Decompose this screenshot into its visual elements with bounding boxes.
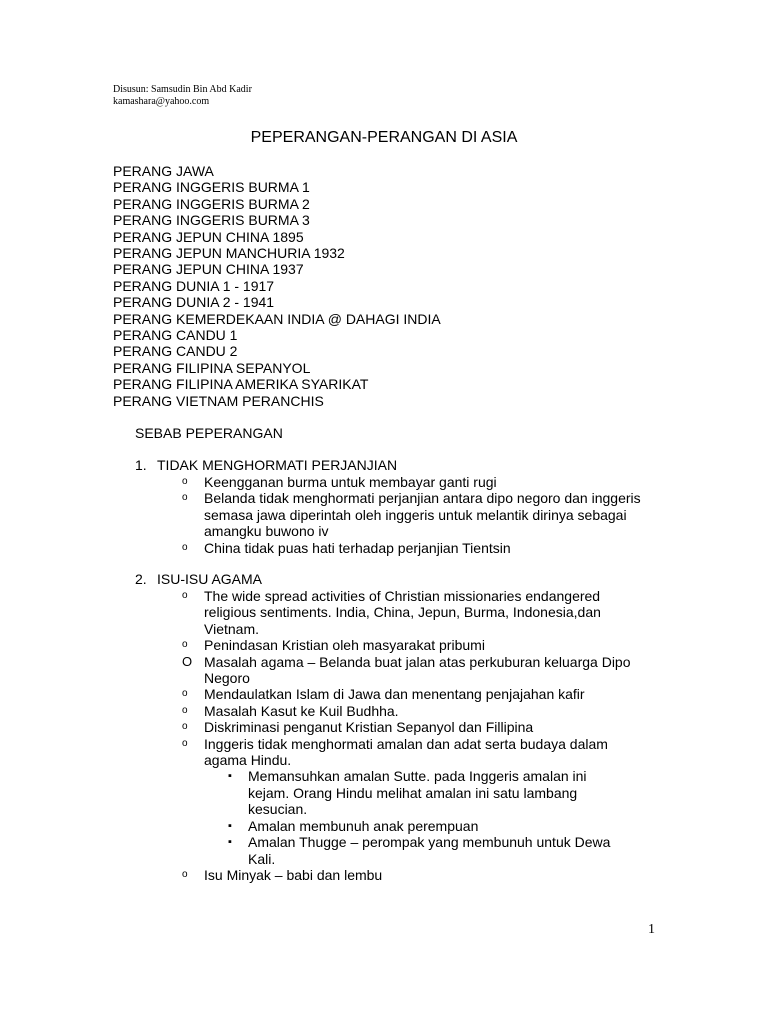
list-item-text: Mendaulatkan Islam di Jawa dan menentang penjajahan kafir [204, 686, 585, 703]
war-item: PERANG VIETNAM PERANCHIS [113, 392, 324, 409]
nested-list-item [204, 818, 628, 834]
list-item-text: Isu Minyak – babi dan lembu [204, 866, 383, 883]
list-item-text: The wide spread activities of Christian missionaries endangered religious sentiments. India, China, Jepun, Burma, Indonesia,dan Vietnam. [204, 588, 601, 637]
cause-1-list [182, 474, 644, 556]
list-item-text: Diskriminasi penganut Kristian Sepanyol dan Fillipina [204, 719, 534, 736]
cause-2-list [182, 588, 644, 883]
list-item [182, 686, 644, 702]
war-item: PERANG DUNIA 1 - 1917 [113, 277, 275, 294]
war-item: PERANG FILIPINA SEPANYOL [113, 359, 311, 376]
cause-title: ISU-ISU AGAMA [157, 571, 263, 587]
war-item: PERANG INGGERIS BURMA 2 [113, 195, 310, 212]
cause-heading-1 [135, 457, 397, 473]
list-item-text: China tidak puas hati terhadap perjanjian Tientsin [204, 539, 511, 556]
cause-title: TIDAK MENGHORMATI PERJANJIAN [157, 457, 398, 473]
document-title: PEPERANGAN-PERANGAN DI ASIA [250, 129, 518, 146]
circle-bullet-icon: o [182, 590, 188, 601]
war-item: PERANG JAWA [113, 163, 214, 179]
circle-bullet-icon: O [182, 653, 193, 669]
list-item [182, 654, 644, 687]
list-item [182, 474, 644, 490]
list-item [182, 736, 644, 867]
author-name: Disusun: Samsudin Bin Abd Kadir [113, 84, 252, 95]
cause-number: 1. [135, 457, 147, 473]
circle-bullet-icon: o [182, 688, 188, 700]
circle-bullet-icon: o [182, 639, 188, 651]
circle-bullet-icon: o [182, 721, 188, 733]
nested-list-item [204, 768, 628, 817]
nested-item-text: Amalan membunuh anak perempuan [248, 817, 479, 834]
cause-heading-2 [135, 571, 262, 587]
list-item [182, 637, 644, 653]
page-number: 1 [648, 922, 655, 937]
nested-item-text: Amalan Thugge – perompak yang membunuh untuk Dewa Kali. [248, 834, 611, 867]
circle-bullet-icon: o [182, 541, 188, 553]
nested-item-text: Memansuhkan amalan Sutte. pada Inggeris amalan ini kejam. Orang Hindu melihat amalan ini satu lambang kesucian. [248, 768, 587, 818]
war-item: PERANG JEPUN CHINA 1937 [113, 261, 304, 278]
list-item-text: Keengganan burma untuk membayar ganti rugi [204, 474, 497, 490]
war-list [113, 163, 441, 409]
war-item: PERANG JEPUN CHINA 1895 [113, 228, 304, 245]
war-item: PERANG INGGERIS BURMA 1 [113, 179, 310, 196]
circle-bullet-icon: o [182, 476, 188, 487]
list-item [182, 490, 644, 539]
circle-bullet-icon: o [182, 737, 188, 749]
list-item [182, 703, 644, 719]
list-item [182, 719, 644, 735]
list-item-text: Inggeris tidak menghormati amalan dan adat serta budaya dalam agama Hindu. [204, 735, 608, 769]
circle-bullet-icon: o [182, 868, 188, 880]
square-bullet-icon: ▪ [228, 819, 232, 832]
author-email: kamashara@yahoo.com [113, 96, 210, 107]
list-item-text: Masalah agama – Belanda buat jalan atas perkuburan keluarga Dipo Negoro [204, 653, 631, 687]
war-item: PERANG FILIPINA AMERIKA SYARIKAT [113, 376, 369, 393]
author-block [113, 84, 252, 108]
list-item-text: Penindasan Kristian oleh masyarakat pribumi [204, 637, 485, 654]
nested-list-item [204, 834, 628, 867]
war-item: PERANG INGGERIS BURMA 3 [113, 212, 310, 229]
war-item: PERANG JEPUN MANCHURIA 1932 [113, 245, 345, 262]
list-item-text: Belanda tidak menghormati perjanjian antara dipo negoro dan inggeris semasa jawa diperintah oleh inggeris untuk melantik dirinya sebagai amangku buwono iv [204, 490, 641, 540]
war-item: PERANG KEMERDEKAAN INDIA @ DAHAGI INDIA [113, 310, 441, 327]
circle-bullet-icon: o [182, 492, 188, 504]
square-bullet-icon: ▪ [228, 770, 232, 783]
list-item [182, 588, 644, 637]
war-item: PERANG CANDU 2 [113, 343, 238, 360]
list-item-text: Masalah Kasut ke Kuil Budhha. [204, 702, 399, 719]
nested-list [204, 768, 644, 866]
section-heading: SEBAB PEPERANGAN [135, 425, 283, 441]
list-item [182, 540, 644, 556]
war-item: PERANG CANDU 1 [113, 327, 238, 344]
square-bullet-icon: ▪ [228, 836, 232, 849]
circle-bullet-icon: o [182, 704, 188, 716]
war-item: PERANG DUNIA 2 - 1941 [113, 294, 275, 311]
list-item [182, 867, 644, 883]
cause-number: 2. [135, 571, 147, 587]
